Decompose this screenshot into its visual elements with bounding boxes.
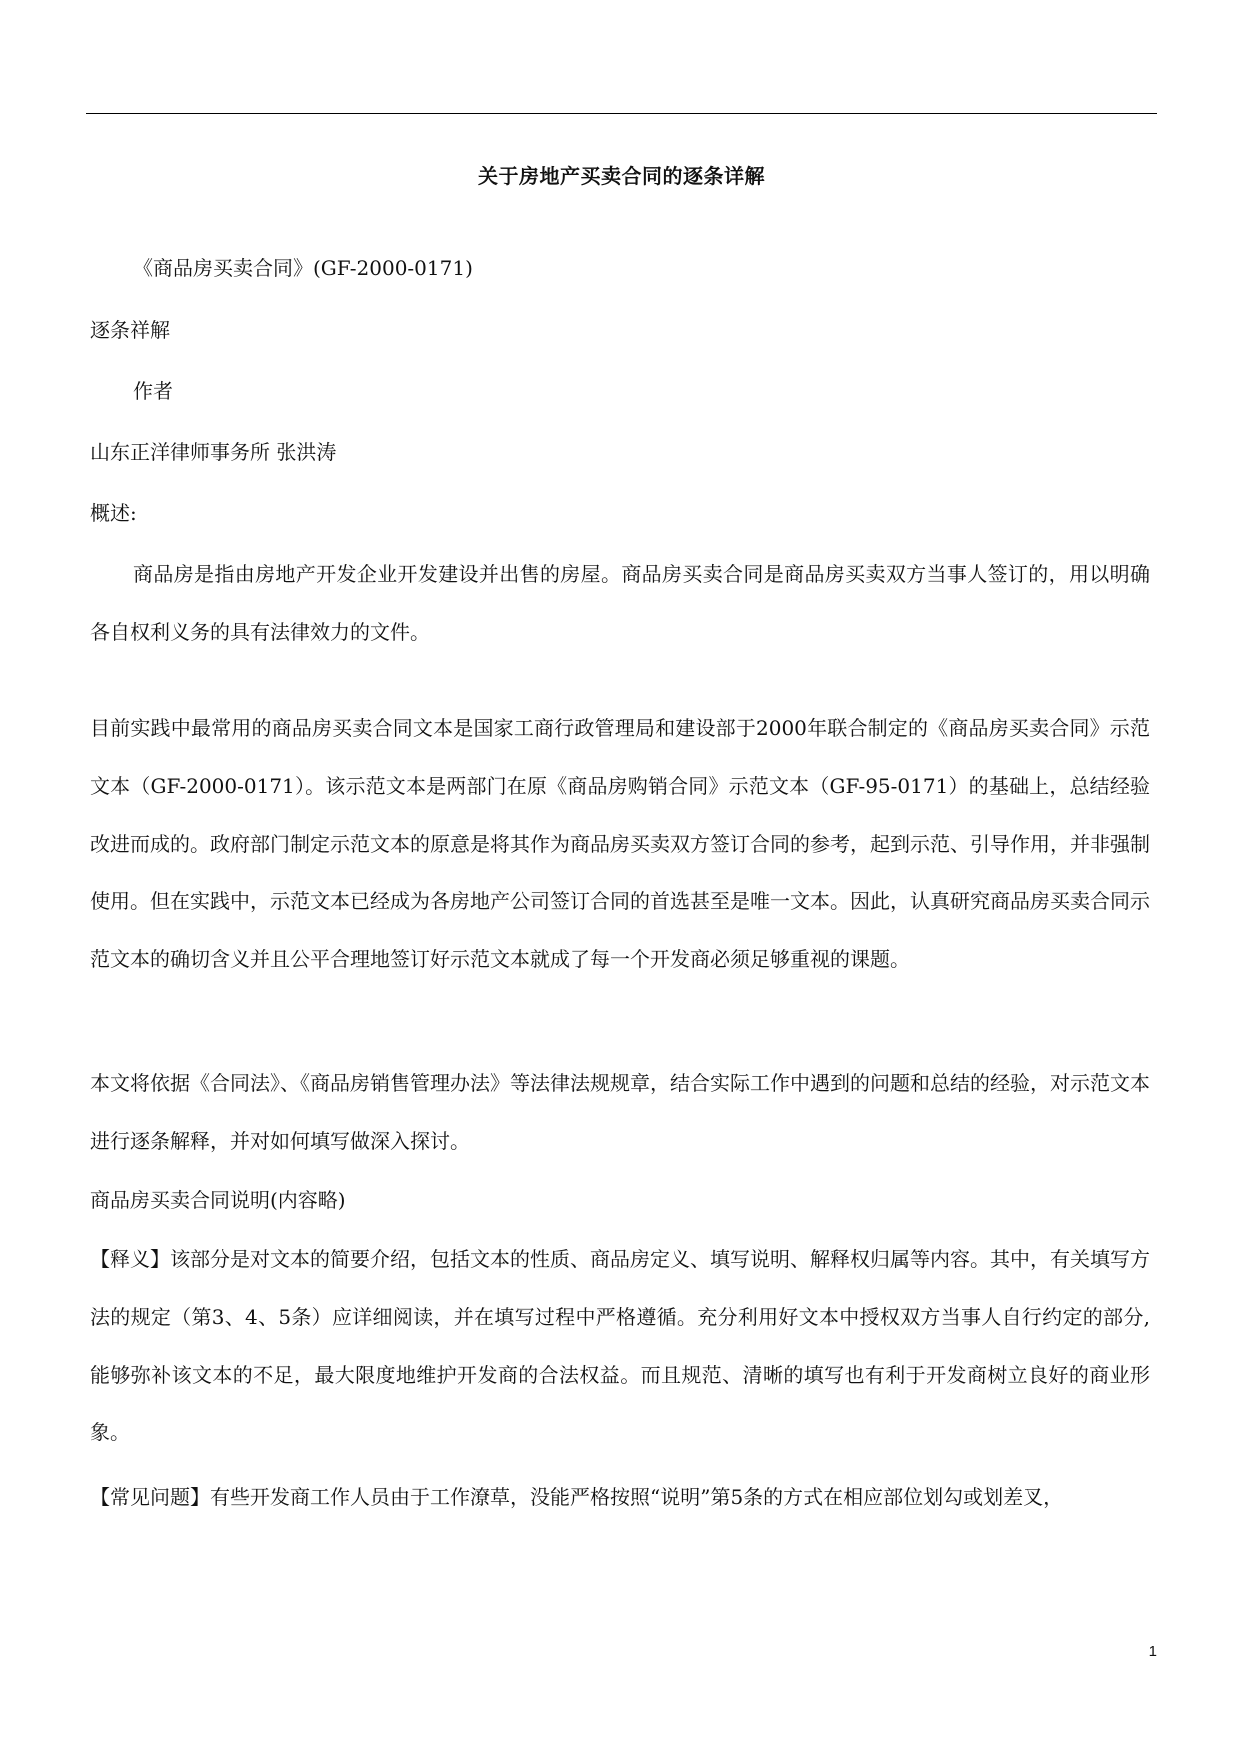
paragraph-background: 目前实践中最常用的商品房买卖合同文本是国家工商行政管理局和建设部于2000年联合制定的《商品房买卖合同》示范文本（GF-2000-0171）。该示范文本是两部门在原《商品房购销合同》示范文本（GF-95-0171）的基础上，总结经验改进而成的。政府部门制定示范文本的原意是将其作为商品房买卖双方签订合同的参考，起到示范、引导作用，并非强制使用。但在实践中，示范文本已经成为各房地产公司签订合同的首选甚至是唯一文本。因此，认真研究商品房买卖合同示范文本的确切含义并且公平合理地签订好示范文本就成了每一个开发商必须足够重视的课题。 (90, 716, 1150, 972)
author-name-line: 山东正洋律师事务所 张洪涛 (90, 440, 337, 464)
paragraph-common-issues: 【常见问题】有些开发商工作人员由于工作潦草，没能严格按照“说明”第5条的方式在相应部位划勾或划差叉， (90, 1485, 1064, 1509)
document-title: 关于房地产买卖合同的逐条详解 (478, 164, 765, 188)
section-heading-explanation: 商品房买卖合同说明(内容略) (90, 1188, 346, 1212)
overview-heading: 概述: (90, 501, 137, 525)
paragraph-definition: 商品房是指由房地产开发企业开发建设并出售的房屋。商品房买卖合同是商品房买卖双方当事人签订的，用以明确各自权利义务的具有法律效力的文件。 (90, 562, 1150, 644)
subtitle-line: 逐条祥解 (90, 318, 170, 342)
paragraph-interpretation: 【释义】该部分是对文本的简要介绍，包括文本的性质、商品房定义、填写说明、解释权归属等内容。其中，有关填写方法的规定（第3、4、5条）应详细阅读，并在填写过程中严格遵循。充分利用好文本中授权双方当事人自行约定的部分,能够弥补该文本的不足，最大限度地维护开发商的合法权益。而且规范、清晰的填写也有利于开发商树立良好的商业形象。 (90, 1247, 1150, 1445)
contract-reference-line: 《商品房买卖合同》(GF-2000-0171) (133, 256, 473, 280)
author-label-line: 作者 (133, 379, 173, 403)
header-rule (86, 113, 1157, 114)
paragraph-purpose: 本文将依据《合同法》、《商品房销售管理办法》等法律法规规章，结合实际工作中遇到的问题和总结的经验，对示范文本进行逐条解释，并对如何填写做深入探讨。 (90, 1071, 1150, 1153)
page-number: 1 (1148, 1643, 1157, 1660)
